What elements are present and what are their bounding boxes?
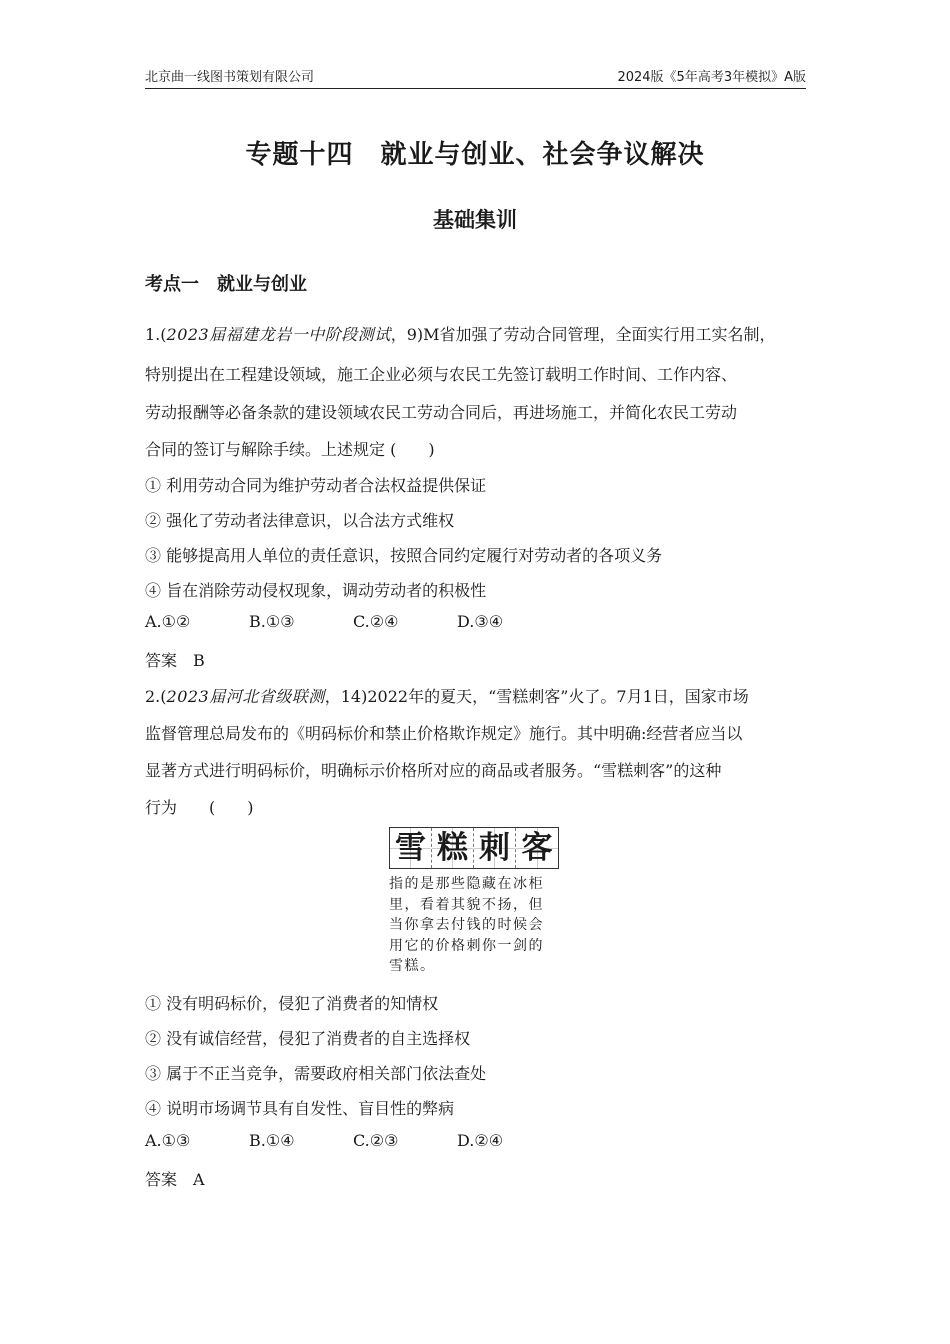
q2-options	[145, 1131, 561, 1150]
q1-statement-1: ① 利用劳动合同为维护劳动者合法权益提供保证	[145, 476, 487, 495]
q2-option-d: D.②④	[457, 1131, 504, 1150]
publisher-name: 北京曲一线图书策划有限公司	[145, 70, 315, 85]
q1-number: 1.(	[145, 325, 167, 344]
illustration-title	[389, 827, 559, 869]
definition-line: 用它的价格刺你一剑的	[389, 937, 544, 954]
q2-text-start: ，14)2022年的夏天，“雪糕刺客”火了。7月1日，国家市场	[324, 687, 749, 706]
q1-option-a: A.①②	[145, 612, 191, 631]
q2-line-4: 行为 ( )	[145, 798, 254, 817]
q1-text-start: ，9)M省加强了劳动合同管理，全面实行用工实名制，	[390, 325, 776, 344]
q1-statement-4: ④ 旨在消除劳动侵权现象，调动劳动者的积极性	[145, 581, 487, 600]
definition-line: 里，看着其貌不扬，但	[389, 896, 544, 913]
q1-options	[145, 612, 561, 631]
q1-option-c: C.②④	[353, 612, 399, 631]
q2-line-3: 显著方式进行明码标价，明确标示价格所对应的商品或者服务。“雪糕刺客”的这种	[145, 761, 722, 780]
q1-option-b: B.①③	[249, 612, 295, 631]
illustration-char: 刺	[474, 828, 516, 868]
q2-statement-3: ③ 属于不正当竞争，需要政府相关部门依法查处	[145, 1064, 487, 1083]
illustration-definition	[389, 874, 561, 977]
q1-line-2: 特别提出在工程建设领域，施工企业必须与农民工先签订载明工作时间、工作内容、	[145, 365, 738, 384]
page-header	[145, 66, 806, 89]
q2-source: 2023届河北省级联测	[166, 687, 325, 706]
q2-line-1	[145, 684, 749, 707]
q2-line-2: 监督管理总局发布的《明码标价和禁止价格欺诈规定》施行。其中明确:经营者应当以	[145, 724, 743, 743]
illustration-char: 雪	[390, 828, 432, 868]
xuegao-cike-illustration	[389, 827, 561, 974]
q2-statement-2: ② 没有诚信经营，侵犯了消费者的自主选择权	[145, 1029, 471, 1048]
book-edition: 2024版《5年高考3年模拟》A版	[617, 70, 806, 85]
q2-option-c: C.②③	[353, 1131, 399, 1150]
q2-number: 2.(	[145, 687, 167, 706]
q2-option-a: A.①③	[145, 1131, 191, 1150]
definition-line: 当你拿去付钱的时候会	[389, 917, 544, 933]
q1-line-1	[145, 322, 776, 345]
q1-option-d: D.③④	[457, 612, 504, 631]
q1-statement-2: ② 强化了劳动者法律意识，以合法方式维权	[145, 511, 455, 530]
page-subtitle: 基础集训	[433, 208, 517, 232]
page-title: 专题十四 就业与创业、社会争议解决	[245, 140, 705, 170]
q1-source: 2023届福建龙岩一中阶段测试	[166, 325, 391, 344]
illustration-char: 糕	[432, 828, 474, 868]
q2-option-b: B.①④	[249, 1131, 295, 1150]
q1-statement-3: ③ 能够提高用人单位的责任意识，按照合同约定履行对劳动者的各项义务	[145, 546, 663, 565]
section-heading: 考点一 就业与创业	[145, 274, 307, 295]
q2-statement-1: ① 没有明码标价，侵犯了消费者的知情权	[145, 994, 439, 1013]
q1-answer: 答案 B	[145, 651, 205, 670]
q1-line-4: 合同的签订与解除手续。上述规定 ( )	[145, 440, 435, 459]
definition-line: 雪糕。	[389, 958, 436, 974]
q2-answer: 答案 A	[145, 1170, 205, 1189]
q1-line-3: 劳动报酬等必备条款的建设领域农民工劳动合同后，再进场施工，并简化农民工劳动	[145, 403, 738, 422]
illustration-char: 客	[516, 828, 558, 868]
definition-line: 指的是那些隐藏在冰柜	[389, 876, 544, 892]
q2-statement-4: ④ 说明市场调节具有自发性、盲目性的弊病	[145, 1099, 455, 1118]
